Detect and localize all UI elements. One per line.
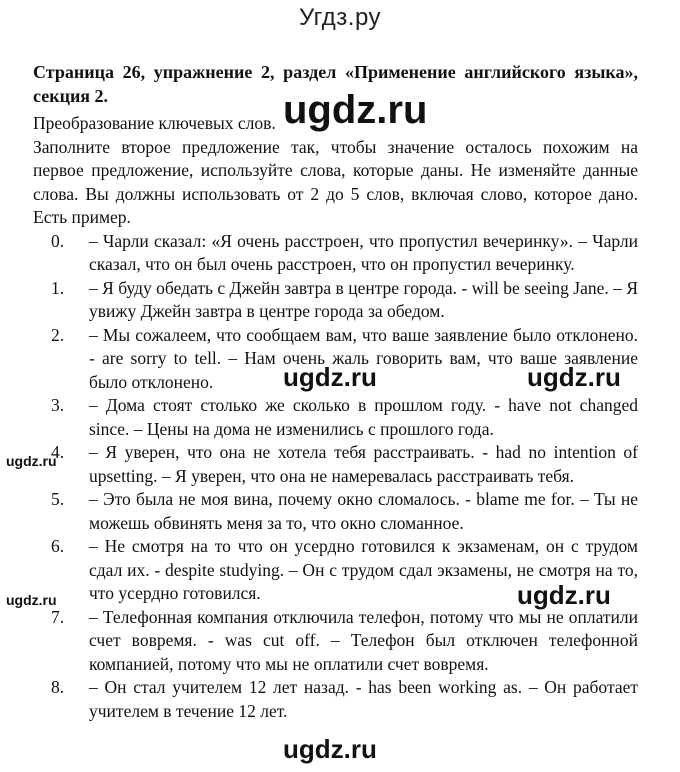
exercise-list [33,230,638,724]
exercise-number: 3. [51,395,65,415]
exercise-number: 5. [51,489,65,509]
exercise-text: – Я уверен, что она не хотела тебя расстраивать. - had no intention of upsetting. – Я уверен, что она не намеревалась расстраивать тебя. [89,442,638,486]
exercise-number: 0. [51,230,65,251]
exercise-number: 1. [51,277,65,298]
watermark: ugdz.ru [283,88,428,132]
exercise-item-1 [33,277,638,324]
watermark: ugdz.ru [283,734,377,764]
exercise-number: 2. [51,324,65,345]
intro-title: Преобразование ключевых слов. [33,113,276,133]
exercise-item-7 [33,606,638,677]
site-title: Угдз.ру [298,4,382,31]
instructions-paragraph: Заполните второе предложение так, чтобы значение осталось похожим на первое предложение, используйте слова, которые даны. Не изменяйте данные слова. Вы должны использовать от 2 до 5 слов, включая слово, которое дано. Есть пример. [33,136,638,227]
watermark: ugdz.ru [283,362,377,392]
exercise-number: 7. [51,606,65,627]
watermark: ugdz.ru [6,453,57,469]
exercise-text: – Дома стоят столько же сколько в прошлом году. - have not changed since. – Цены на дома не изменились с прошлого года. [89,395,638,439]
watermark: ugdz.ru [517,580,611,610]
exercise-text: – Мы сожалеем, что сообщаем вам, что ваше заявление было отклонено. - are sorry to tell. – Нам очень жаль говорить вам, что ваше заявление было отклонено. [89,324,638,392]
exercise-text: – Чарли сказал: «Я очень расстроен, что пропустил вечеринку». – Чарли сказал, что он был очень расстроен, что он пропустил вечеринку. [89,230,638,274]
exercise-number: 4. [51,442,65,462]
exercise-text: – Это была не моя вина, почему окно сломалось. - blame me for. – Ты не можешь обвинять меня за то, что окно сломанное. [89,489,638,533]
exercise-item-8 [33,676,638,723]
exercise-item-0 [33,230,638,277]
watermark: ugdz.ru [6,592,57,608]
watermark: ugdz.ru [527,362,621,392]
exercise-text: – Не смотря на то что он усердно готовился к экзаменам, он с трудом сдал их. - despite studying. – Он с трудом сдал экзамены, не смотря на то, что усердно готовился. [89,536,638,603]
exercise-item-4 [33,441,638,488]
page-heading: Страница 26, упражнение 2, раздел «Применение английского языка», секция 2. [33,62,638,106]
exercise-text: – Телефонная компания отключила телефон, потому что мы не оплатили счет вовремя. - was cut off. – Телефон был отключен телефонной компанией, потому что мы не оплатили счет вовремя. [89,606,638,674]
exercise-text: – Я буду обедать с Джейн завтра в центре города. - will be seeing Jane. – Я увижу Джейн завтра в центре города за обедом. [89,277,638,321]
exercise-item-3 [33,394,638,441]
exercise-text: – Он стал учителем 12 лет назад. - has been working as. – Он работает учителем в течение 12 лет. [89,677,638,721]
exercise-number: 8. [51,677,65,697]
exercise-number: 6. [51,536,65,556]
exercise-item-5 [33,488,638,535]
